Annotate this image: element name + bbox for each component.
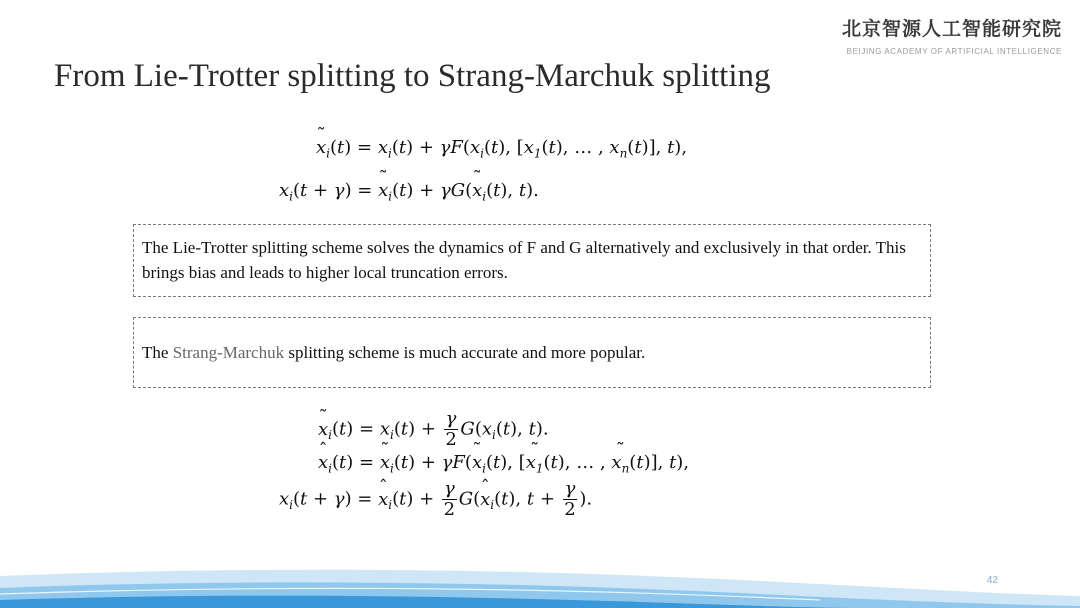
equation-strang-marchuk-3: $x_i(t + \gamma)$ = ˆ $x_i(t)$ + $\frac{\gamma}{2}$ G(ˆ $x_i(t)$, t + $\frac{\gamma}{2}$ ). <box>279 480 592 519</box>
strang-marchuk-note-text <box>142 340 645 365</box>
equation-lie-trotter-1: ˜ $x_i(t) = x_i(t) + \gamma F(x_i(t)$, [$x_1(t)$, … , $x_n(t)$], t), <box>316 137 687 161</box>
equation-lie-trotter-2: $x_i(t + \gamma)$ = ˜ $x_i(t)$ + γG(˜ $x_i(t)$, t). <box>279 180 539 204</box>
institute-logo <box>842 14 1062 56</box>
strang-marchuk-note-box <box>133 317 931 388</box>
lie-trotter-note-text: The Lie-Trotter splitting scheme solves the dynamics of F and G alternatively and exclusively in that order. This brings bias and leads to higher local truncation errors. <box>142 238 906 282</box>
logo-english-text: BEIJING ACADEMY OF ARTIFICIAL INTELLIGENCE <box>846 47 1062 56</box>
note-suffix: splitting scheme is much accurate and more popular. <box>284 343 646 362</box>
equation-strang-marchuk-2: ˆ $x_i(t)$ = ˜ $x_i(t)$ + γF(˜ $x_i(t)$, [˜ $x_1(t)$, … , ˜ $x_n(t)$], t), <box>318 452 689 476</box>
note-highlight: Strang-Marchuk <box>172 343 285 362</box>
note-prefix: The <box>142 343 173 362</box>
footer-wave-decoration <box>0 548 1080 608</box>
page-number: 42 <box>986 575 998 586</box>
logo-chinese-text: 北京智源人工智能研究院 <box>841 18 1062 40</box>
lie-trotter-note-box <box>133 224 931 297</box>
equation-strang-marchuk-1: ˜ $x_i(t) = x_i(t)$ + $\frac{\gamma}{2}$ $G(x_i(t)$, t). <box>318 410 549 449</box>
slide-title: From Lie-Trotter splitting to Strang-Marchuk splitting <box>54 58 771 94</box>
